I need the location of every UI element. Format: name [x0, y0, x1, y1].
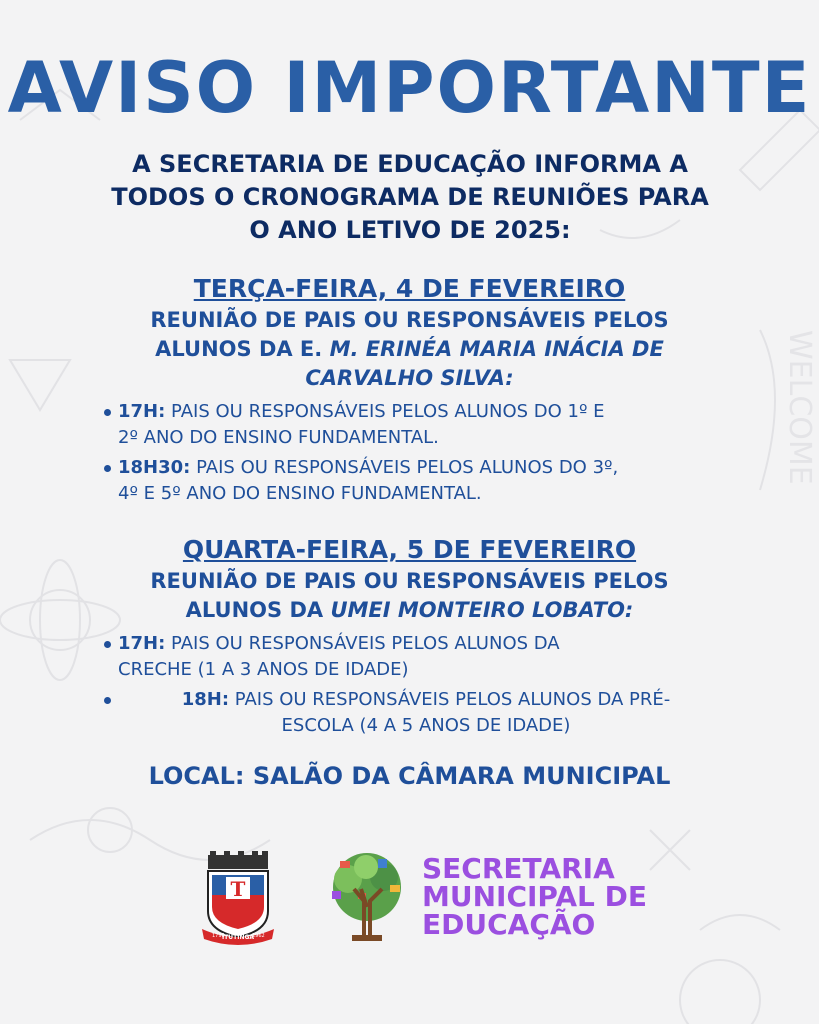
- intro-line: A SECRETARIA DE EDUCAÇÃO INFORMA A: [132, 150, 688, 178]
- schedule-item: [118, 455, 738, 507]
- intro-line: TODOS O CRONOGRAMA DE REUNIÕES PARA: [111, 183, 709, 211]
- schedule-list: [0, 399, 819, 507]
- secretaria-line: MUNICIPAL DE: [422, 880, 647, 913]
- subtitle-line: [100, 364, 720, 393]
- schedule-time: 18H:: [181, 689, 230, 710]
- section-heading: QUARTA-FEIRA, 5 DE FEVEREIRO: [182, 535, 637, 564]
- schedule-text: PAIS OU RESPONSÁVEIS PELOS ALUNOS DO 1º E: [165, 401, 605, 422]
- schedule-text: 4º E 5º ANO DO ENSINO FUNDAMENTAL.: [118, 483, 482, 504]
- schedule-text: PAIS OU RESPONSÁVEIS PELOS ALUNOS DO 3º,: [190, 457, 619, 478]
- secretaria-line: EDUCAÇÃO: [422, 908, 596, 941]
- section-subtitle: [100, 567, 720, 625]
- svg-text:WELCOME: WELCOME: [782, 330, 817, 485]
- subtitle-prefix: ALUNOS DA: [185, 598, 324, 622]
- intro-text: [60, 148, 760, 247]
- schedule-time: 18H30:: [118, 457, 191, 478]
- crest-name: ITUTINGA: [221, 934, 255, 941]
- schedule-time: 17H:: [118, 633, 166, 654]
- meeting-location: LOCAL: SALÃO DA CÂMARA MUNICIPAL: [148, 762, 671, 790]
- education-tree-logo: [318, 847, 416, 945]
- footer-logos: [0, 845, 819, 955]
- section-heading: TERÇA-FEIRA, 4 DE FEVEREIRO: [193, 274, 626, 303]
- schedule-text: ESCOLA (4 A 5 ANOS DE IDADE): [281, 715, 571, 736]
- crest-year-left: 1790: [212, 933, 225, 939]
- subtitle-line: REUNIÃO DE PAIS OU RESPONSÁVEIS PELOS: [150, 569, 669, 593]
- subtitle-line: [100, 335, 720, 364]
- school-name: M. ERINÉA MARIA INÁCIA DE: [329, 337, 664, 361]
- schedule-text: PAIS OU RESPONSÁVEIS PELOS ALUNOS DA: [165, 633, 560, 654]
- bullet-icon: [104, 697, 111, 704]
- section-subtitle: [100, 306, 720, 393]
- subtitle-line: [100, 596, 720, 625]
- crest-year-right: 1962: [252, 933, 265, 939]
- school-name: UMEI MONTEIRO LOBATO:: [330, 598, 634, 622]
- meeting-section-wednesday: [0, 533, 819, 743]
- schedule-list: [0, 631, 819, 739]
- secretaria-logo-text: [422, 852, 682, 941]
- municipal-crest-logo: [200, 851, 276, 947]
- schedule-item: [126, 687, 726, 739]
- crest-letter: T: [230, 877, 246, 901]
- bullet-icon: [104, 465, 111, 472]
- schedule-text: 2º ANO DO ENSINO FUNDAMENTAL.: [118, 427, 439, 448]
- bullet-icon: [104, 641, 111, 648]
- bullet-icon: [104, 409, 111, 416]
- page-title: AVISO IMPORTANTE: [7, 47, 812, 129]
- schedule-text: CRECHE (1 A 3 ANOS DE IDADE): [118, 659, 409, 680]
- subtitle-prefix: ALUNOS DA E.: [155, 337, 323, 361]
- schedule-item: [118, 399, 738, 451]
- meeting-section-tuesday: [0, 272, 819, 511]
- subtitle-line: REUNIÃO DE PAIS OU RESPONSÁVEIS PELOS: [150, 308, 669, 332]
- schedule-text: PAIS OU RESPONSÁVEIS PELOS ALUNOS DA PRÉ-: [229, 689, 671, 710]
- intro-line: O ANO LETIVO DE 2025:: [249, 216, 571, 244]
- school-name: CARVALHO SILVA:: [305, 366, 514, 390]
- schedule-item: [118, 631, 738, 683]
- schedule-time: 17H:: [118, 401, 166, 422]
- secretaria-line: SECRETARIA: [422, 852, 615, 885]
